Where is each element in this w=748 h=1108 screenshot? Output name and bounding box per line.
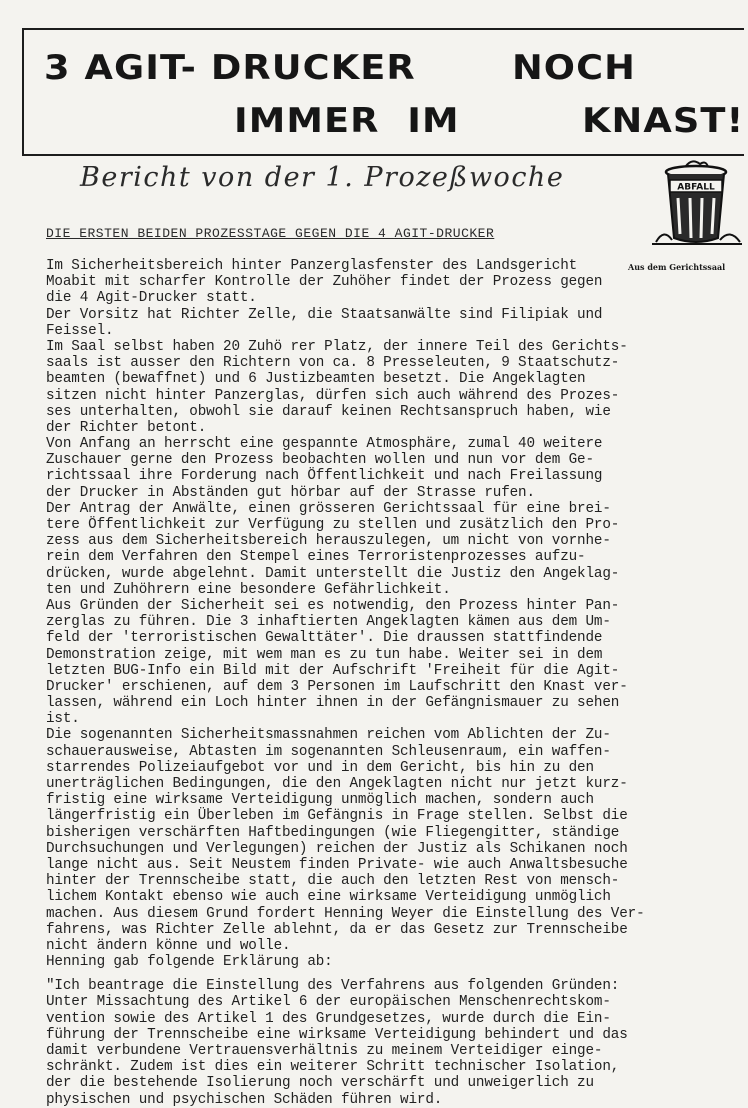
body-line: ist. <box>46 711 80 728</box>
body-line: tere Öffentlichkeit zur Verfügung zu stellen und zusätzlich den Pro- <box>46 517 620 533</box>
body-line: Drucker' erschienen, auf dem 3 Personen im Laufschritt den Knast ver- <box>46 678 628 695</box>
body-line: letzten BUG-Info ein Bild mit der Aufschrift 'Freiheit für die Agit- <box>46 662 620 679</box>
quote-gap <box>46 970 746 978</box>
body-line: Henning gab folgende Erklärung ab: <box>46 954 333 971</box>
body-line: feld der 'terroristischen Gewalttäter'. Die draussen stattfindende <box>46 630 603 647</box>
quote-line: schränkt. Zudem ist dies ein weiterer Schritt technischer Isolation, <box>46 1059 620 1076</box>
body-line: Die sogenannten Sicherheitsmassnahmen reichen vom Ablichten der Zu- <box>46 727 611 744</box>
body-line: machen. Aus diesem Grund fordert Henning Weyer die Einstellung des Ver- <box>46 905 645 922</box>
body-line: der Richter betont. <box>46 419 207 436</box>
quote-line: Unter Missachtung des Artikel 6 der europäischen Menschenrechtskom- <box>46 994 611 1011</box>
body-line: lichem Kontakt ebenso wie auch eine wirksame Verteidigung unmöglich <box>46 889 611 906</box>
quote-line: der die bestehende Isolierung noch verschärft und unweigerlich zu <box>46 1075 594 1092</box>
body-line: ten und Zuhöhrern eine besondere Gefährlichkeit. <box>46 581 451 598</box>
article-body <box>46 258 746 1108</box>
quote-line: "Ich beantrage die Einstellung des Verfahrens aus folgenden Gründen: <box>46 978 620 995</box>
quote-line: führung der Trennscheibe eine wirksame Verteidigung behindert und das <box>46 1026 628 1043</box>
body-line: lassen, während ein Loch hinter ihnen in der Gefängnismauer zu sehen <box>46 695 620 712</box>
body-line: fristig eine wirksame Verteidigung unmöglich machen, sondern auch <box>46 792 594 809</box>
body-line: fahrens, was Richter Zelle ablehnt, da er das Gesetz zur Trennscheibe <box>46 921 628 938</box>
body-line: hinter der Trennscheibe statt, die auch den letzten Rest von mensch- <box>46 873 620 890</box>
body-line: Moabit mit scharfer Kontrolle der Zuhöher findet der Prozess gegen <box>46 274 603 291</box>
headline-part-1: 3 AGIT- DRUCKER <box>44 48 416 88</box>
headline-part-4: KNAST! <box>582 101 745 141</box>
quote-line: vention sowie des Artikel 1 des Grundgesetzes, wurde durch die Ein- <box>46 1010 611 1027</box>
body-paragraphs <box>46 258 746 970</box>
headline-part-3: IMMER IM <box>234 101 460 141</box>
subtitle: Bericht von der 1. Prozeßwoche <box>80 162 565 193</box>
body-line: Demonstration zeige, mit wem man es zu tun habe. Weiter sei in dem <box>46 646 603 663</box>
illustration-caption: Aus dem Gerichtssaal <box>628 262 726 272</box>
body-line: zess aus dem Sicherheitsbereich herauszulegen, um nicht von vornhe- <box>46 533 611 550</box>
body-line: die 4 Agit-Drucker statt. <box>46 290 257 307</box>
body-line: richtssaal ihre Forderung nach Öffentlichkeit und nach Freilassung <box>46 468 603 485</box>
body-line: Der Vorsitz hat Richter Zelle, die Staatsanwälte sind Filipiak und <box>46 306 603 323</box>
body-line: nicht ändern könne und wolle. <box>46 937 291 954</box>
headline-part-2: NOCH <box>512 48 636 88</box>
svg-text:ABFALL: ABFALL <box>677 182 715 193</box>
body-line: längerfristig ein Überleben im Gefängnis in Frage stellen. Selbst die <box>46 808 628 825</box>
body-line: ses unterhalten, obwohl sie darauf keinen Rechtsanspruch haben, wie <box>46 403 611 420</box>
section-title: DIE ERSTEN BEIDEN PROZESSTAGE GEGEN DIE 4 AGIT-DRUCKER <box>46 226 495 241</box>
body-line: sitzen nicht hinter Panzerglas, dürfen sich auch während des Prozes- <box>46 387 620 404</box>
body-line: zerglas zu führen. Die 3 inhaftierten Angeklagten kämen aus dem Um- <box>46 614 611 631</box>
quote-line: physischen und psychischen Schäden führen wird. <box>46 1091 443 1108</box>
body-line: Von Anfang an herrscht eine gespannte Atmosphäre, zumal 40 weitere <box>46 436 603 453</box>
body-line: beamten (bewaffnet) und 6 Justizbeamten besetzt. Die Angeklagten <box>46 371 586 388</box>
trash-can-icon <box>646 158 746 248</box>
body-line: starrendes Polizeiaufgebot vor und in dem Gericht, bis hin zu den <box>46 759 594 776</box>
body-line: rein dem Verfahren den Stempel eines Terroristenprozesses aufzu- <box>46 549 586 566</box>
body-line: Feissel. <box>46 322 114 339</box>
quote-line: damit verbundene Vertrauensverhältnis zu meinem Verteidiger einge- <box>46 1043 603 1059</box>
statement-quote <box>46 978 746 1108</box>
body-line: schauerausweise, Abtasten im sogenannten Schleusenraum, ein waffen- <box>46 743 611 760</box>
body-line: Zuschauer gerne den Prozess beobachten wollen und nun vor dem Ge- <box>46 452 594 469</box>
body-line: Durchsuchungen und Verlegungen) reichen der Justiz als Schikanen noch <box>46 840 628 857</box>
body-line: drücken, wurde abgelehnt. Damit unterstellt die Justiz den Angeklag- <box>46 565 620 582</box>
body-line: unerträglichen Bedingungen, die den Angeklagten nicht nur jetzt kurz- <box>46 776 628 792</box>
body-line: bisherigen verschärften Haftbedingungen (wie Fliegengitter, ständige <box>46 824 620 841</box>
body-line: der Drucker in Abständen gut hörbar auf der Strasse rufen. <box>46 484 535 501</box>
body-line: Im Sicherheitsbereich hinter Panzerglasfenster des Landsgericht <box>46 258 578 274</box>
body-line: Der Antrag der Anwälte, einen grösseren Gerichtssaal für eine brei- <box>46 500 611 517</box>
body-line: lange nicht aus. Seit Neustem finden Private- wie auch Anwaltsbesuche <box>46 856 628 873</box>
body-line: saals ist ausser den Richtern von ca. 8 Presseleuten, 9 Staatschutz- <box>46 355 620 372</box>
headline-box <box>22 28 744 156</box>
body-line: Aus Gründen der Sicherheit sei es notwendig, den Prozess hinter Pan- <box>46 597 620 614</box>
body-line: Im Saal selbst haben 20 Zuhö rer Platz, der innere Teil des Gerichts- <box>46 338 628 355</box>
